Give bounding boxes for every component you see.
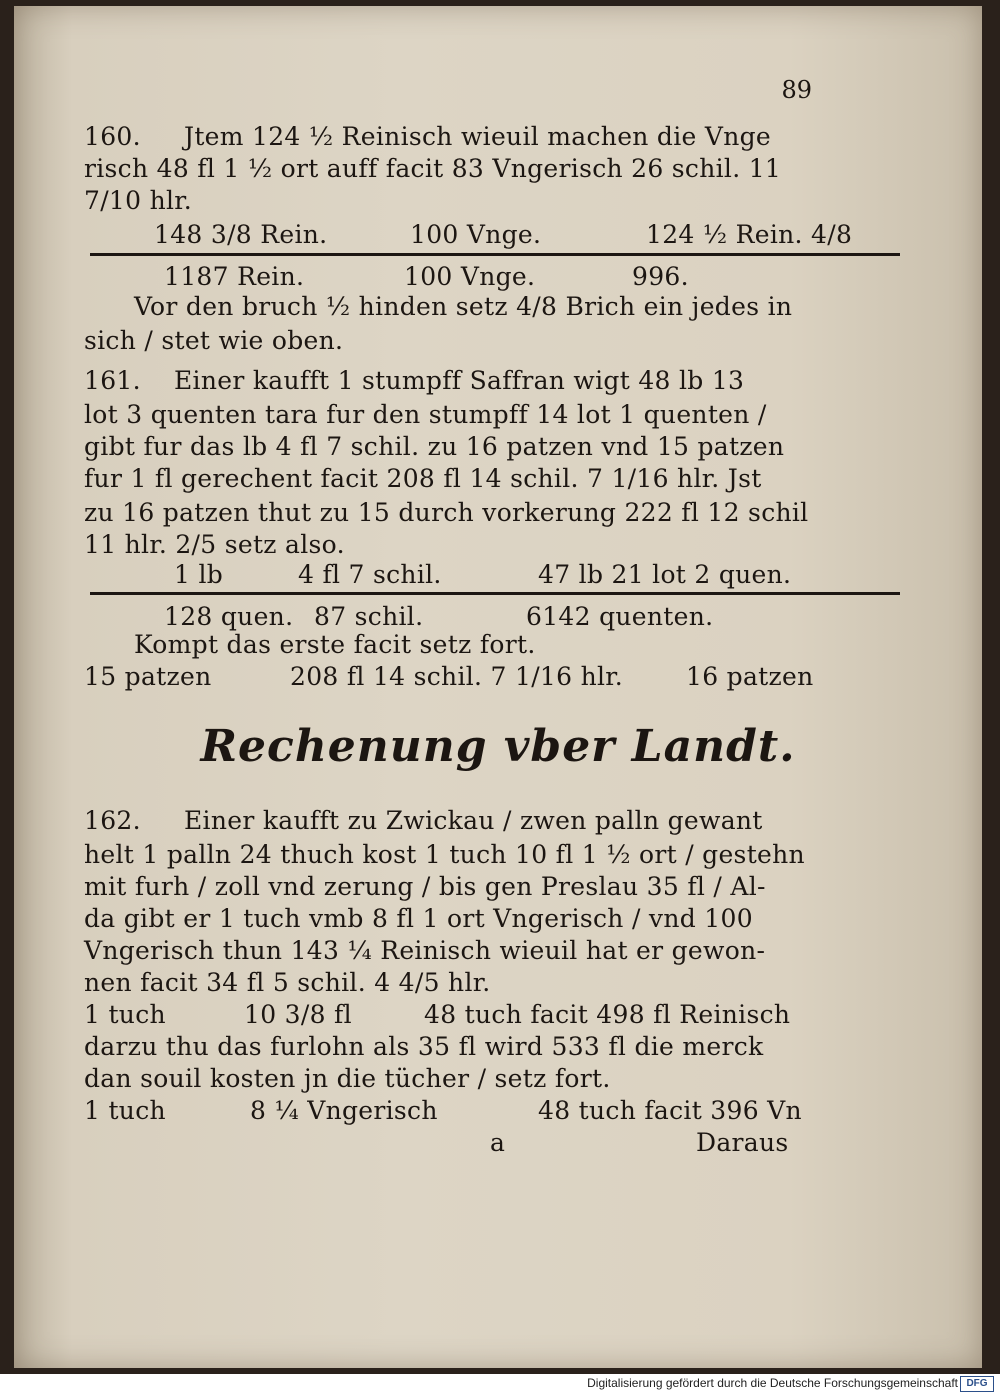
text-segment: dan souil kosten jn die tücher / setz fort. (84, 1064, 611, 1093)
footer (0, 1374, 1000, 1394)
line-161-j (14, 662, 982, 702)
text-segment: 1 tuch (84, 1000, 166, 1029)
text-segment: Einer kaufft zu Zwickau / zwen palln gewant (184, 806, 763, 835)
text-segment: 148 3/8 Rein. (154, 220, 328, 249)
section-heading: Rechenung vber Landt. (200, 721, 796, 772)
text-segment: 100 Vnge. (404, 262, 536, 291)
text-segment: 4 fl 7 schil. (298, 560, 442, 589)
text-segment: 7/10 hlr. (84, 186, 193, 215)
text-segment: 128 quen. (164, 602, 294, 631)
text-segment: 15 patzen (84, 662, 212, 691)
text-segment: 1 lb (174, 560, 224, 589)
text-segment: helt 1 palln 24 thuch kost 1 tuch 10 fl 1 ½ ort / gestehn (84, 840, 805, 869)
text-segment: 47 lb 21 lot 2 quen. (538, 560, 792, 589)
line-signature (14, 1128, 982, 1168)
text-segment: 162. (84, 806, 141, 835)
text-segment: lot 3 quenten tara fur den stumpff 14 lot 1 quenten / (84, 400, 767, 429)
text-segment: mit furh / zoll vnd zerung / bis gen Preslau 35 fl / Al- (84, 872, 766, 901)
text-segment: 1 tuch (84, 1096, 166, 1125)
text-segment: 996. (632, 262, 689, 291)
text-segment: nen facit 34 fl 5 schil. 4 4/5 hlr. (84, 968, 491, 997)
calculation-rule-1 (90, 253, 900, 256)
page-number: 89 (781, 76, 812, 104)
text-segment: 48 tuch facit 396 Vn (538, 1096, 802, 1125)
text-segment: Kompt das erste facit setz fort. (134, 630, 536, 659)
text-segment: da gibt er 1 tuch vmb 8 fl 1 ort Vngerisch / vnd 100 (84, 904, 753, 933)
text-segment: darzu thu das furlohn als 35 fl wird 533 fl die merck (84, 1032, 764, 1061)
text-segment: a (490, 1128, 506, 1157)
text-segment: 160. (84, 122, 141, 151)
text-segment: 124 ½ Rein. 4/8 (646, 220, 853, 249)
text-segment: Jtem 124 ½ Reinisch wieuil machen die Vnge (184, 122, 772, 151)
text-segment: 100 Vnge. (410, 220, 542, 249)
text-segment: 11 hlr. 2/5 setz also. (84, 530, 345, 559)
text-segment: zu 16 patzen thut zu 15 durch vorkerung 222 fl 12 schil (84, 498, 809, 527)
text-segment: 161. (84, 366, 141, 395)
text-segment: 48 tuch facit 498 fl Reinisch (424, 1000, 791, 1029)
text-segment: gibt fur das lb 4 fl 7 schil. zu 16 patzen vnd 15 patzen (84, 432, 785, 461)
book-page (14, 6, 982, 1368)
text-segment: Einer kaufft 1 stumpff Saffran wigt 48 lb 13 (174, 366, 745, 395)
text-segment: 16 patzen (686, 662, 814, 691)
text-segment: 10 3/8 fl (244, 1000, 352, 1029)
dfg-logo: DFG (960, 1376, 994, 1392)
text-segment: risch 48 fl 1 ½ ort auff facit 83 Vngerisch 26 schil. 11 (84, 154, 782, 183)
text-segment: fur 1 fl gerechent facit 208 fl 14 schil. 7 1/16 hlr. Jst (84, 464, 762, 493)
text-segment: 8 ¼ Vngerisch (250, 1096, 438, 1125)
text-segment: 1187 Rein. (164, 262, 305, 291)
text-segment: 87 schil. (314, 602, 424, 631)
calculation-rule-2 (90, 592, 900, 595)
text-segment: Vor den bruch ½ hinden setz 4/8 Brich ein jedes in (134, 292, 793, 321)
funding-note: Digitalisierung gefördert durch die Deutsche Forschungsgemeinschaft (587, 1376, 958, 1390)
text-segment: Vngerisch thun 143 ¼ Reinisch wieuil hat er gewon- (84, 936, 766, 965)
text-segment: 6142 quenten. (526, 602, 714, 631)
text-segment: 208 fl 14 schil. 7 1/16 hlr. (290, 662, 624, 691)
text-segment: Daraus (696, 1128, 789, 1157)
line-160-g (14, 326, 982, 366)
text-segment: sich / stet wie oben. (84, 326, 344, 355)
